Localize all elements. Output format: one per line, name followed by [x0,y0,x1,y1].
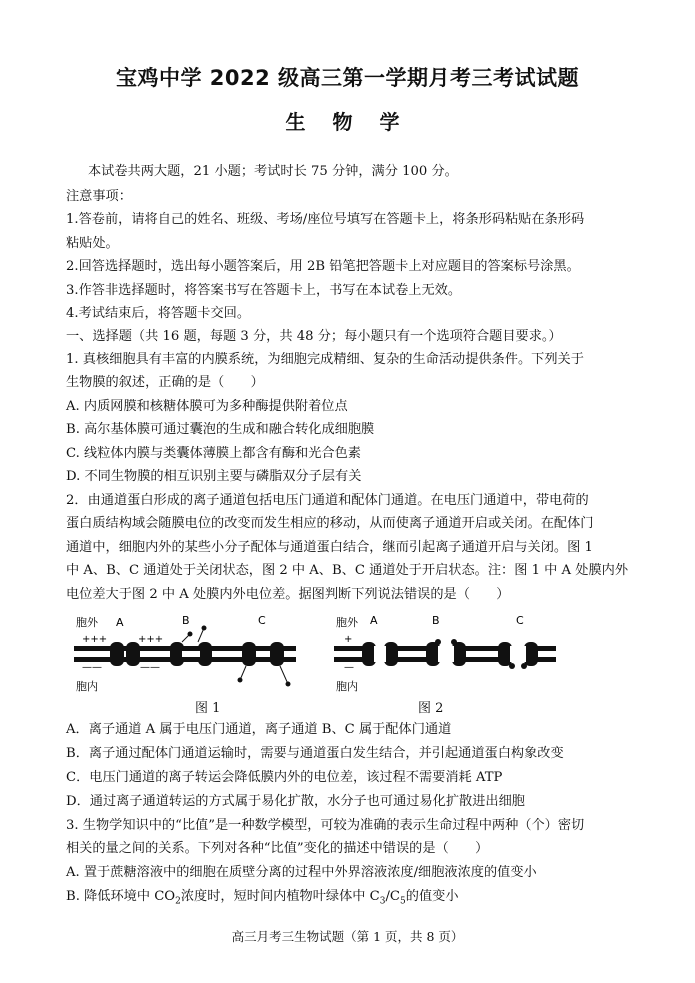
q1-stem: 生物膜的叙述，正确的是（ ） [66,375,264,390]
figure2-channel-a [362,642,398,666]
q3-stem: 相关的量之间的关系。下列对各种“比值”变化的描述中错误的是（ ） [66,841,489,856]
figure1-label-a: A [116,616,124,629]
figure1-label-b: B [182,614,190,627]
figure1-label-c: C [258,614,266,627]
figure2-outside-label: 胞外 [336,616,358,629]
figure1-caption: 图 1 [195,701,221,716]
notice-item: 3.作答非选择题时，将答案书写在答题卡上，书写在本试卷上无效。 [66,283,462,298]
q2-stem: 通道中，细胞内外的某些小分子配体与通道蛋白结合，继而引起离子通道开启与关闭。图 1 [66,540,593,555]
figure1-outside-label: 胞外 [76,616,98,629]
notice-item: 1.答卷前，请将自己的姓名、班级、考场/座位号填写在答题卡上，将条形码粘贴在条形码 [66,212,585,227]
figure2-plus: + [344,634,353,645]
q3-option-b: B. 降低环境中 $CO_2$浓度时，短时间内植物叶绿体中 $C_3/C_5$的值变小 [66,889,459,907]
q1-option-b: B. 高尔基体膜可通过囊泡的生成和融合转化成细胞膜 [66,422,375,437]
notice-heading: 注意事项： [66,189,132,204]
figure1-minus-mid: —— [140,662,160,673]
q2-option-c: C．电压门通道的离子转运会降低膜内外的电位差，该过程不需要消耗 ATP [66,770,503,785]
section-heading: 一、选择题（共 16 题，每题 3 分，共 48 分；每小题只有一个选项符合题目要求。） [66,329,562,344]
notice-item: 2.回答选择题时，选出每小题答案后，用 2B 铅笔把答题卡上对应题目的答案标号涂黑。 [66,259,580,274]
figure2-caption: 图 2 [418,701,444,716]
figure1-plus-left: +++ [82,634,108,645]
figure1-channel-a [110,642,140,666]
q2-option-a: A．离子通道 A 属于电压门通道，离子通道 B、C 属于配体门通道 [66,722,452,737]
figure2-channel-c [498,642,538,669]
q2-stem: 蛋白质结构域会随膜电位的改变而发生相应的移动，从而使离子通道开启或关闭。在配体门 [66,516,594,531]
intro-text: 本试卷共两大题，21 小题；考试时长 75 分钟，满分 100 分。 [88,164,458,179]
q1-option-c: C. 线粒体内膜与类囊体薄膜上都含有酶和光合色素 [66,446,361,461]
notice-item: 粘贴处。 [66,236,119,251]
q2-option-b: B．离子通过配体门通道运输时，需要与通道蛋白发生结合，并引起通道蛋白构象改变 [66,746,564,761]
figure2-minus: — [344,662,354,673]
figure1-minus-left: —— [82,662,102,673]
q1-option-d: D. 不同生物膜的相互识别主要与磷脂双分子层有关 [66,469,362,484]
page-footer: 高三月考三生物试题（第 1 页，共 8 页） [231,929,464,944]
q1-stem: 1. 真核细胞具有丰富的内膜系统，为细胞完成精细、复杂的生命活动提供条件。下列关于 [66,352,584,367]
figure2-inside-label: 胞内 [336,680,358,693]
figure-1-closed-channels [70,612,300,694]
q2-stem: 中 A、B、C 通道处于关闭状态，图 2 中 A、B、C 通道处于开启状态。注：图 1 中 A 处膜内外 [66,563,629,578]
q3-stem: 3. 生物学知识中的“比值”是一种数学模型，可较为准确的表示生命过程中两种（个）密切 [66,818,585,833]
q2-stem: 2．由通道蛋白形成的离子通道包括电压门通道和配体门通道。在电压门通道中，带电荷的 [66,493,589,508]
q1-option-a: A. 内质网膜和核糖体膜可为多种酶提供附着位点 [66,399,348,414]
figure2-label-a: A [370,614,378,627]
figure-2-open-channels [332,612,558,694]
figure2-label-b: B [432,614,440,627]
subject-title: 生 物 学 [285,110,410,134]
figure2-label-c: C [516,614,524,627]
q2-stem: 电位差大于图 2 中 A 处膜内外电位差。据图判断下列说法错误的是（ ） [66,587,510,602]
figure2-channel-b [426,639,466,666]
figure1-plus-mid: +++ [138,634,164,645]
q3-option-a: A. 置于蔗糖溶液中的细胞在质壁分离的过程中外界溶液浓度/细胞液浓度的值变小 [66,865,537,880]
q2-option-d: D．通过离子通道转运的方式属于易化扩散，水分子也可通过易化扩散进出细胞 [66,794,525,809]
figure1-inside-label: 胞内 [76,680,98,693]
notice-item: 4.考试结束后，将答题卡交回。 [66,306,251,321]
exam-title: 宝鸡中学 2022 级高三第一学期月考三考试试题 [115,66,580,90]
